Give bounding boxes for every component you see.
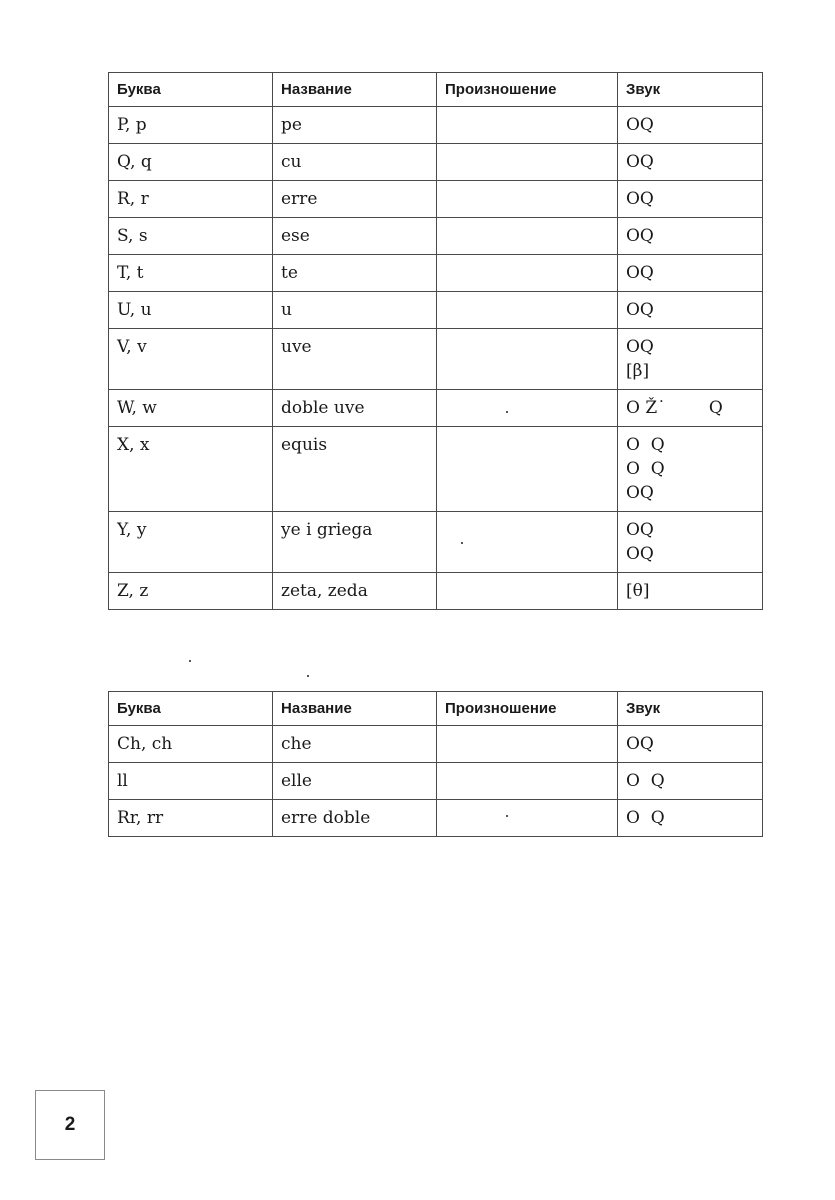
cell-name: erre [273, 181, 437, 218]
cell-pronunciation [437, 329, 618, 390]
cell-sound: O Q [618, 763, 763, 800]
table-row [109, 218, 763, 255]
cell-name: te [273, 255, 437, 292]
header-letter: Буква [109, 692, 273, 726]
table-row [109, 800, 763, 837]
cell-name: zeta, zeda [273, 573, 437, 610]
cell-sound: OQ [618, 255, 763, 292]
cell-name: ye i griega [273, 512, 437, 573]
header-name: Название [273, 692, 437, 726]
cell-name: pe [273, 107, 437, 144]
cell-sound: OQ [618, 292, 763, 329]
cell-letter: Ch, ch [109, 726, 273, 763]
header-pronunciation: Произношение [437, 692, 618, 726]
cell-pronunciation [437, 144, 618, 181]
cell-pronunciation [437, 218, 618, 255]
cell-name: uve [273, 329, 437, 390]
cell-pronunciation [437, 427, 618, 512]
cell-letter: X, x [109, 427, 273, 512]
table-row [109, 763, 763, 800]
cell-pronunciation [437, 181, 618, 218]
cell-name: che [273, 726, 437, 763]
cell-name: equis [273, 427, 437, 512]
cell-sound: O Q [618, 800, 763, 837]
table-row [109, 181, 763, 218]
cell-pronunciation [437, 763, 618, 800]
cell-letter: ll [109, 763, 273, 800]
alphabet-table-2 [108, 691, 763, 837]
stray-dot [307, 675, 309, 677]
cell-sound: OQ [618, 218, 763, 255]
stray-dot [189, 660, 191, 662]
table-row [109, 144, 763, 181]
cell-letter: Rr, rr [109, 800, 273, 837]
cell-pronunciation [437, 573, 618, 610]
cell-pronunciation [437, 726, 618, 763]
cell-letter: R, r [109, 181, 273, 218]
table-row [109, 107, 763, 144]
table-row [109, 573, 763, 610]
cell-name: ese [273, 218, 437, 255]
cell-name: erre doble [273, 800, 437, 837]
cell-sound: OQ [618, 181, 763, 218]
stray-dot [506, 411, 508, 413]
table-row [109, 512, 763, 573]
cell-sound: OQ [618, 144, 763, 181]
cell-name: cu [273, 144, 437, 181]
stray-dot [461, 542, 463, 544]
cell-sound: O Q O Q OQ [618, 427, 763, 512]
table-header-row [109, 73, 763, 107]
cell-letter: S, s [109, 218, 273, 255]
cell-letter: Z, z [109, 573, 273, 610]
page-number: 2 [35, 1090, 105, 1160]
cell-name: u [273, 292, 437, 329]
cell-letter: T, t [109, 255, 273, 292]
table-row [109, 329, 763, 390]
table-row [109, 390, 763, 427]
cell-sound: [θ] [618, 573, 763, 610]
table-row [109, 255, 763, 292]
cell-sound: OQ OQ [618, 512, 763, 573]
cell-letter: Y, y [109, 512, 273, 573]
alphabet-table-1 [108, 72, 763, 610]
cell-letter: Q, q [109, 144, 273, 181]
cell-letter: W, w [109, 390, 273, 427]
cell-sound: OQ [β] [618, 329, 763, 390]
cell-pronunciation [437, 800, 618, 837]
cell-sound: OQ [618, 726, 763, 763]
header-name: Название [273, 73, 437, 107]
cell-pronunciation [437, 255, 618, 292]
header-sound: Звук [618, 73, 763, 107]
cell-sound: O Ž˙ Q [618, 390, 763, 427]
stray-dot [506, 815, 508, 817]
cell-name: elle [273, 763, 437, 800]
cell-name: doble uve [273, 390, 437, 427]
cell-letter: P, p [109, 107, 273, 144]
cell-letter: U, u [109, 292, 273, 329]
header-sound: Звук [618, 692, 763, 726]
table-row [109, 292, 763, 329]
header-letter: Буква [109, 73, 273, 107]
cell-pronunciation [437, 292, 618, 329]
cell-sound: OQ [618, 107, 763, 144]
table-row [109, 726, 763, 763]
cell-letter: V, v [109, 329, 273, 390]
table-header-row [109, 692, 763, 726]
header-pronunciation: Произношение [437, 73, 618, 107]
table-row [109, 427, 763, 512]
cell-pronunciation [437, 107, 618, 144]
cell-pronunciation [437, 390, 618, 427]
cell-pronunciation [437, 512, 618, 573]
